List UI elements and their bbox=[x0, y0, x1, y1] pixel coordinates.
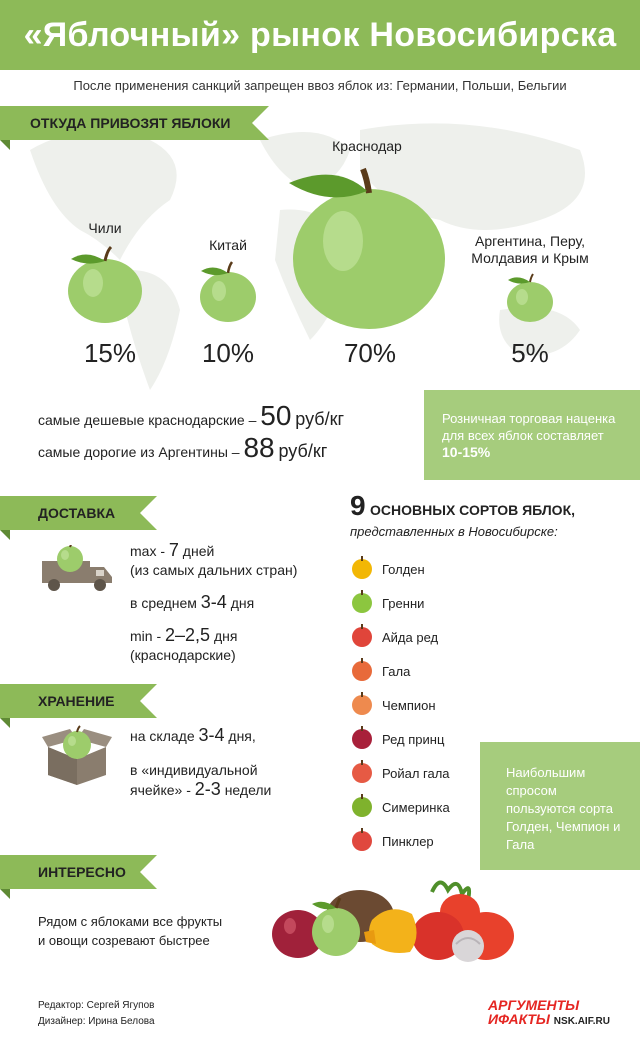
delivery-min bbox=[130, 626, 237, 665]
storage-cell-unit: недели bbox=[224, 782, 272, 798]
apple-dot-icon bbox=[352, 831, 372, 851]
storage-warehouse-prefix: на складе bbox=[130, 728, 195, 744]
delivery-min-prefix: min - bbox=[130, 628, 162, 644]
delivery-avg-unit: дня bbox=[230, 595, 255, 611]
variety-name: Пинклер bbox=[382, 833, 434, 849]
delivery-min-note: (краснодарские) bbox=[130, 647, 236, 663]
apple-dot-icon bbox=[352, 559, 372, 579]
delivery-max-prefix: max - bbox=[130, 543, 165, 559]
storage-cell-value: 2-3 bbox=[194, 779, 221, 799]
origin-share-argentina: 5% bbox=[511, 338, 549, 368]
box-icon bbox=[40, 725, 114, 787]
apple-dot-icon bbox=[352, 593, 372, 613]
price-expensive-unit: руб/кг bbox=[278, 441, 328, 461]
delivery-max-note: (из самых дальних стран) bbox=[130, 562, 298, 578]
origin-label: Чили bbox=[88, 220, 122, 236]
storage-warehouse bbox=[130, 726, 256, 746]
variety-item bbox=[352, 626, 438, 648]
variety-item bbox=[352, 728, 444, 750]
varieties-subtitle: представленных в Новосибирске: bbox=[350, 524, 558, 539]
variety-name: Гала bbox=[382, 663, 411, 679]
variety-name: Айда ред bbox=[382, 629, 439, 645]
delivery-max-value: 7 bbox=[168, 540, 179, 560]
origin-share-china: 10% bbox=[201, 338, 255, 368]
origin-chile bbox=[55, 220, 155, 330]
delivery-avg-prefix: в среднем bbox=[130, 595, 197, 611]
apple-dot-icon bbox=[352, 763, 372, 783]
varieties-count: 9 bbox=[350, 490, 366, 521]
section-ribbon-origin bbox=[0, 106, 252, 140]
variety-name: Гренни bbox=[382, 595, 425, 611]
storage-cell bbox=[130, 761, 271, 800]
fruits-vegetables-illustration bbox=[272, 872, 518, 970]
variety-item bbox=[352, 660, 410, 682]
variety-item bbox=[352, 694, 436, 716]
delivery-average bbox=[130, 593, 254, 613]
variety-item bbox=[352, 762, 450, 784]
demand-box bbox=[480, 742, 640, 870]
apple-icon bbox=[504, 273, 556, 323]
price-expensive bbox=[38, 432, 327, 464]
variety-item bbox=[352, 830, 434, 852]
origin-label: Краснодар bbox=[332, 138, 402, 154]
truck-icon bbox=[40, 545, 116, 593]
delivery-min-value: 2–2,5 bbox=[165, 625, 211, 645]
brand-site: NSK.AIF.RU bbox=[553, 1016, 610, 1027]
apple-dot-icon bbox=[352, 729, 372, 749]
origin-label: Аргентина, Перу, Молдавия и Крым bbox=[471, 233, 589, 266]
section-ribbon-delivery bbox=[0, 496, 140, 530]
storage-warehouse-value: 3-4 bbox=[198, 725, 225, 745]
variety-name: Голден bbox=[382, 561, 425, 577]
credit-designer: Дизайнер: Ирина Белова bbox=[38, 1016, 155, 1027]
markup-text: Розничная торговая наценка для всех яблок составляет bbox=[442, 411, 616, 443]
brand-line1: АРГУМЕНТЫ bbox=[488, 997, 580, 1013]
apple-icon bbox=[63, 243, 147, 325]
apple-icon bbox=[197, 260, 259, 324]
price-cheap-unit: руб/кг bbox=[295, 409, 345, 429]
credit-editor: Редактор: Сергей Ягупов bbox=[38, 1000, 155, 1011]
varieties-title: ОСНОВНЫХ СОРТОВ ЯБЛОК, bbox=[370, 502, 576, 518]
storage-cell-prefix: ячейке» - bbox=[130, 782, 191, 798]
origin-argentina bbox=[460, 233, 600, 328]
markup-value: 10-15% bbox=[442, 444, 491, 460]
origin-china bbox=[178, 237, 278, 329]
section-title-storage: ХРАНЕНИЕ bbox=[0, 684, 140, 718]
section-ribbon-storage bbox=[0, 684, 140, 718]
markup-box bbox=[424, 390, 640, 480]
section-title-delivery: ДОСТАВКА bbox=[0, 496, 140, 530]
apple-dot-icon bbox=[352, 627, 372, 647]
variety-item bbox=[352, 558, 425, 580]
variety-item bbox=[352, 796, 450, 818]
price-expensive-prefix: самые дорогие из Аргентины – bbox=[38, 444, 240, 460]
interesting-text bbox=[38, 912, 222, 950]
delivery-max bbox=[130, 541, 297, 580]
apple-dot-icon bbox=[352, 695, 372, 715]
apple-icon bbox=[287, 161, 447, 331]
delivery-min-unit: дня bbox=[213, 628, 238, 644]
storage-cell-line1: в «индивидуальной bbox=[130, 762, 258, 778]
interesting-line1: Рядом с яблоками все фрукты bbox=[38, 914, 223, 929]
delivery-avg-value: 3-4 bbox=[200, 592, 227, 612]
origin-share-chile: 15% bbox=[83, 338, 137, 368]
demand-text: Наибольшим спросом пользуются сорта Голден, Чемпион и Гала bbox=[506, 765, 621, 852]
varieties-heading bbox=[350, 490, 630, 539]
page-title: «Яблочный» рынок Новосибирска bbox=[0, 0, 640, 70]
apple-dot-icon bbox=[352, 797, 372, 817]
price-cheap bbox=[38, 400, 344, 432]
price-cheap-value: 50 bbox=[260, 400, 292, 431]
storage-warehouse-unit: дня, bbox=[228, 728, 256, 744]
origin-share-krasnodar: 70% bbox=[343, 338, 397, 368]
variety-name: Чемпион bbox=[382, 697, 436, 713]
page-subtitle: После применения санкций запрещен ввоз яблок из: Германии, Польши, Бельгии bbox=[73, 78, 567, 93]
variety-name: Ройал гала bbox=[382, 765, 450, 781]
brand-line2: ИФАКТЫ bbox=[488, 1011, 550, 1027]
origin-krasnodar bbox=[282, 138, 452, 336]
delivery-max-unit: дней bbox=[182, 543, 215, 559]
price-expensive-value: 88 bbox=[243, 432, 275, 463]
variety-item bbox=[352, 592, 424, 614]
variety-name: Ред принц bbox=[382, 731, 445, 747]
variety-name: Симеринка bbox=[382, 799, 450, 815]
section-title-origin: ОТКУДА ПРИВОЗЯТ ЯБЛОКИ bbox=[0, 106, 252, 140]
section-ribbon-interesting bbox=[0, 855, 140, 889]
interesting-line2: и овощи созревают быстрее bbox=[38, 933, 210, 948]
publisher-logo bbox=[488, 998, 610, 1029]
apple-dot-icon bbox=[352, 661, 372, 681]
price-cheap-prefix: самые дешевые краснодарские – bbox=[38, 412, 257, 428]
section-title-interesting: ИНТЕРЕСНО bbox=[0, 855, 140, 889]
origin-label: Китай bbox=[209, 237, 247, 253]
